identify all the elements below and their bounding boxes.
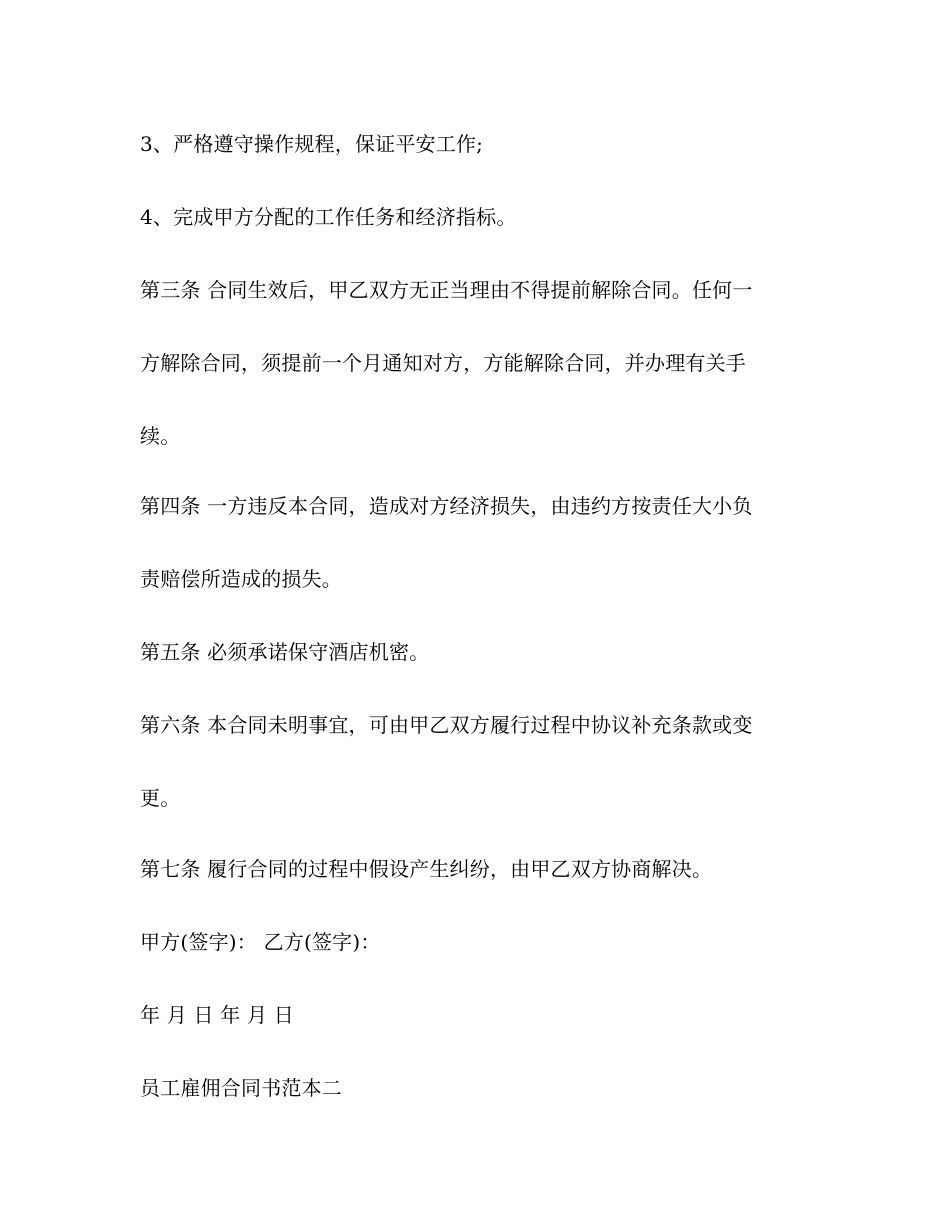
article-7: 第七条 履行合同的过程中假设产生纠纷，由甲乙双方协商解决。 [140, 857, 713, 881]
article-4-line-1: 第四条 一方违反本合同，造成对方经济损失，由违约方按责任大小负 [140, 494, 753, 518]
article-3-line-3: 续。 [140, 424, 181, 448]
article-5: 第五条 必须承诺保守酒店机密。 [140, 640, 430, 664]
next-section-title: 员工雇佣合同书范本二 [140, 1076, 342, 1100]
article-3-line-1: 第三条 合同生效后，甲乙双方无正当理由不得提前解除合同。任何一 [140, 278, 753, 302]
clause-item-4: 4、完成甲方分配的工作任务和经济指标。 [140, 205, 517, 229]
clause-item-3: 3、严格遵守操作规程，保证平安工作; [140, 132, 484, 156]
article-4-line-2: 责赔偿所造成的损失。 [140, 567, 342, 591]
signature-line: 甲方(签字)： 乙方(签字)： [140, 930, 381, 954]
date-line: 年 月 日 年 月 日 [140, 1003, 294, 1027]
article-6-line-1: 第六条 本合同未明事宜，可由甲乙双方履行过程中协议补充条款或变 [140, 713, 753, 737]
article-6-line-2: 更。 [140, 786, 181, 810]
article-3-line-2: 方解除合同，须提前一个月通知对方，方能解除合同，并办理有关手 [140, 351, 746, 375]
